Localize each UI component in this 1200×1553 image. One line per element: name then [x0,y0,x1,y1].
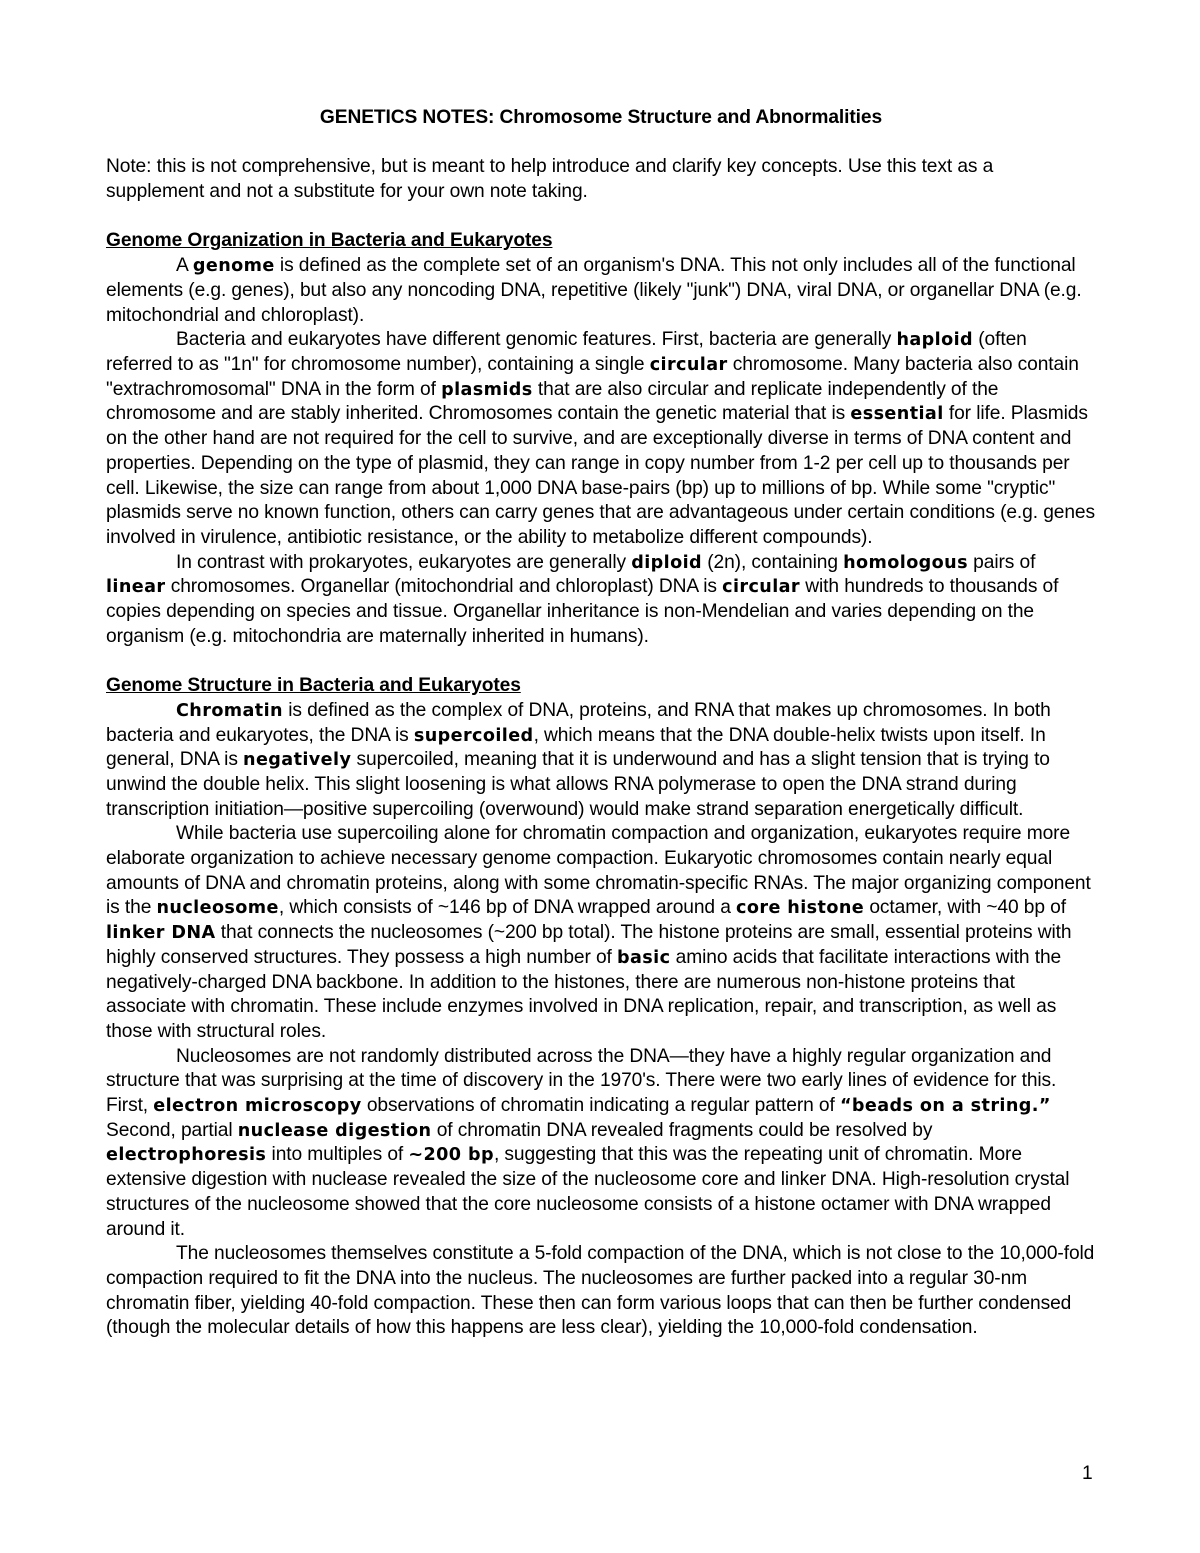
key-term: linker DNA [106,923,216,944]
text-run: is defined as the complete set of an organism's DNA. This not only includes all of the functional elements (e.g. genes), but also any noncoding DNA, repetitive (likely "junk") DNA, viral DNA, or organellar DNA (e.g. mitochondrial and chloroplast). [106,255,1082,326]
text-run: , which means that the DNA double-helix twists upon itself. In general, DNA is [106,724,1046,771]
text-run: of chromatin DNA revealed fragments could be resolved by [431,1119,933,1141]
text-run: (often referred to as "1n" for chromosome number), containing a single [106,329,1027,375]
paragraph-nucleosome [106,822,1096,1044]
key-term: ~200 bp [408,1145,494,1166]
document-title: GENETICS NOTES: Chromosome Structure and Abnormalities [319,107,883,128]
section-heading-genome-structure: Genome Structure in Bacteria and Eukaryotes [106,675,521,697]
text-run: into multiples of [266,1144,409,1166]
key-term: basic [617,947,671,968]
key-term: electrophoresis [106,1145,267,1166]
key-term: supercoiled [413,725,534,746]
text-run: for life. Plasmids on the other hand are not required for the cell to survive, and are exceptionally diverse in terms of DNA content and properties. Depending on the type of plasmid, they can range in copy number from 1-2 per cell up to thousands per cell. Likewise, the size can range from about 1,000 DNA base-pairs (bp) up to millions of bp. While some "cryptic" plasmids serve no known function, others can carry genes that are advantageous under certain conditions (e.g. genes involved in virulence, antibiotic resistance, or the ability to metabolize different compounds). [106,403,1095,548]
key-term: haploid [896,330,974,351]
paragraph-chromatin [106,699,1096,823]
text-run: that connects the nucleosomes (~200 bp total). The histone proteins are small, essential proteins with highly conserved structures. They possess a high number of [106,922,1072,968]
key-term: electron microscopy [153,1096,362,1117]
text-run: supercoiled, meaning that it is underwound and has a slight tension that is trying to unwind the double helix. This slight loosening is what allows RNA polymerase to open the DNA strand during transcription initiation—positive supercoiling (overwound) would make strand separation energetically difficult. [106,749,1050,820]
paragraph-compaction [106,1242,1096,1341]
key-term: genome [192,256,275,277]
paragraph-eukaryotes [106,551,1096,650]
paragraph-bacteria-plasmids [106,328,1096,550]
key-term: homologous [843,552,968,573]
key-term: essential [850,404,944,425]
text-run: with hundreds to thousands of copies depending on species and tissue. Organellar inheritance is non-Mendelian and varies depending on the organism (e.g. mitochondria are maternally inherited in humans). [106,576,1059,647]
key-term: plasmids [441,379,533,400]
text-run: Nucleosomes are not randomly distributed across the DNA—they have a highly regular organization and structure that was surprising at the time of discovery in the 1970's. There were two early lines of evidence for this. First, [106,1045,1057,1117]
key-term: diploid [631,552,702,573]
key-term: “beads on a string.” [839,1096,1051,1117]
text-run: In contrast with prokaryotes, eukaryotes are generally [176,551,632,573]
text-run: , which consists of ~146 bp of DNA wrapped around a [278,897,737,919]
intro-note: Note: this is not comprehensive, but is meant to help introduce and clarify key concepts. Use this text as a supplement and not a substitute for your own note taking. [106,156,994,203]
text-run: observations of chromatin indicating a regular pattern of [361,1095,840,1117]
key-term: circular [649,355,728,375]
page-number: 1 [1082,1463,1093,1484]
text-run: While bacteria use supercoiling alone for chromatin compaction and organization, eukaryotes require more elaborate organization to achieve necessary genome compaction. Eukaryotic chromosomes contain nearly equal amounts of DNA and chromatin proteins, along with some chromatin-specific RNAs. The major organizing component is the [106,823,1091,919]
key-term: Chromatin [176,700,283,721]
text-run: that are also circular and replicate independently of the chromosome and are stably inherited. Chromosomes contain the genetic material that is [106,378,999,425]
text-run: A [176,255,193,277]
text-run: pairs of [967,551,1036,573]
section-heading-genome-organization: Genome Organization in Bacteria and Eukaryotes [106,230,553,252]
text-run: Second, partial [106,1119,238,1141]
key-term: circular [722,577,801,598]
text-run: The nucleosomes themselves constitute a 5-fold compaction of the DNA, which is not close to the 10,000-fold compaction required to fit the DNA into the nucleus. The nucleosomes are further packed into a regular 30-nm chromatin fiber, yielding 40-fold compaction. These then can form various loops that can then be further condensed (though the molecular details of how this happens are less clear), yielding the 10,000-fold condensation. [106,1243,1095,1339]
key-term: linear [106,577,166,598]
paragraph-genome-definition [106,254,1096,328]
text-run: chromosome. Many bacteria also contain "extrachromosomal" DNA in the form of [106,354,1079,400]
key-term: negatively [243,750,352,771]
text-run: , suggesting that this was the repeating unit of chromatin. More extensive digestion with nuclease revealed the size of the nucleosome core and linker DNA. High-resolution crystal structures of the nucleosome showed that the core nucleosome consists of a histone octamer with DNA wrapped around it. [106,1144,1070,1240]
text-run: chromosomes. Organellar (mitochondrial and chloroplast) DNA is [165,576,723,598]
text-run: amino acids that facilitate interactions with the negatively-charged DNA backbone. In addition to the histones, there are numerous non-histone proteins that associate with chromatin. These include enzymes involved in DNA replication, repair, and transcription, as well as those with structural roles. [106,946,1062,1042]
key-term: nucleosome [156,898,279,919]
text-run: octamer, with ~40 bp of [864,897,1066,919]
key-term: nuclease digestion [237,1120,432,1141]
key-term: core histone [736,898,865,919]
paragraph-nucleosome-evidence [106,1045,1096,1243]
text-run: Bacteria and eukaryotes have different genomic features. First, bacteria are generally [176,329,897,351]
text-run: (2n), containing [702,551,844,573]
document-body [106,106,1096,1341]
text-run: is defined as the complex of DNA, proteins, and RNA that makes up chromosomes. In both bacteria and eukaryotes, the DNA is [106,699,1051,746]
